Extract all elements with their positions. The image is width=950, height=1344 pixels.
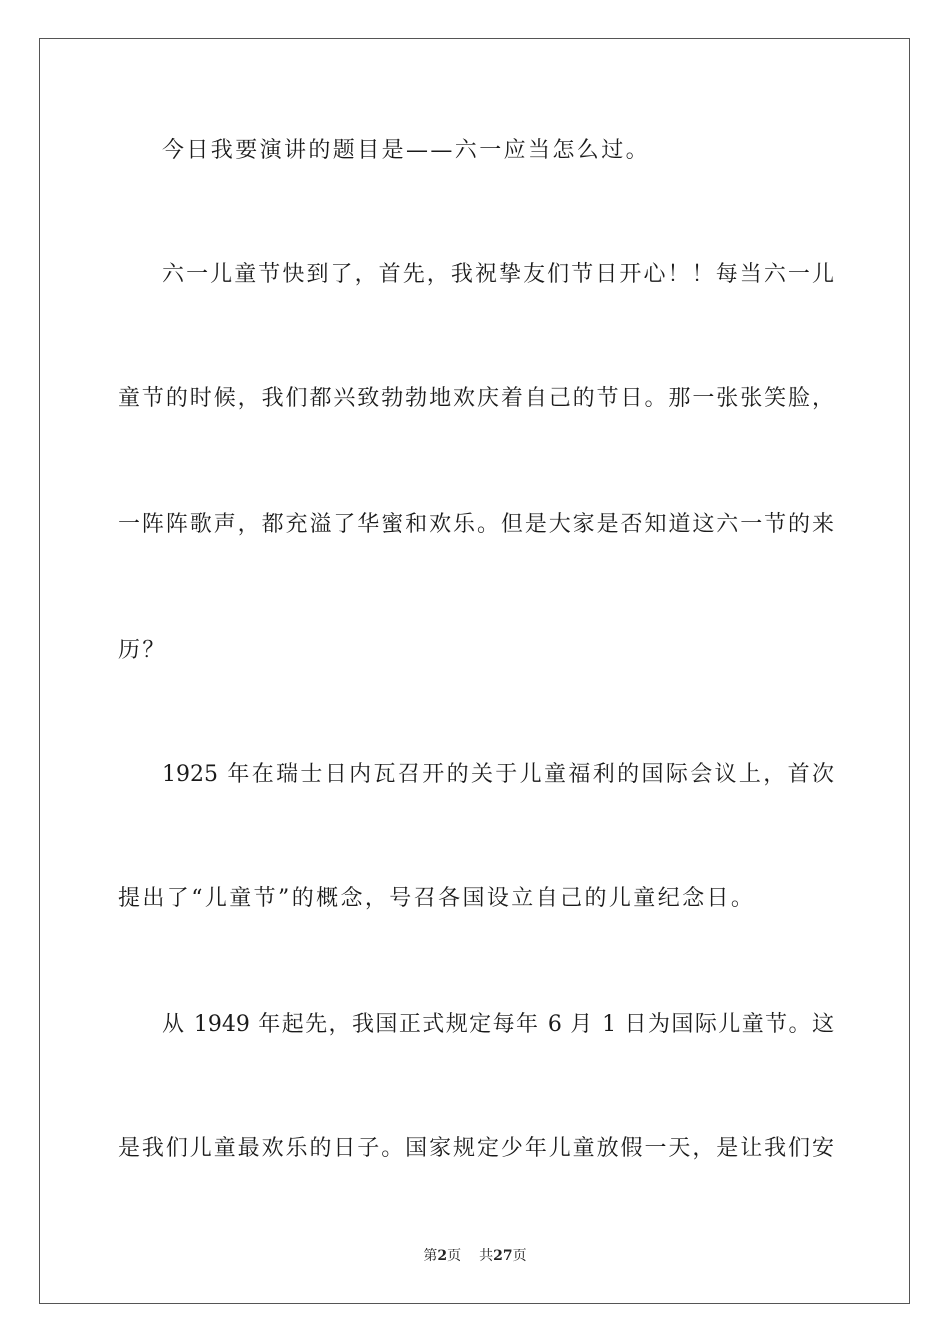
paragraph-line-6: 1925 年在瑞士日内瓦召开的关于儿童福利的国际会议上，首次 (162, 762, 834, 787)
page-number: 2 (437, 1248, 448, 1264)
paragraph-line-5: 历？ (118, 638, 167, 663)
paragraph-line-1: 今日我要演讲的题目是——六一应当怎么过。 (162, 138, 651, 163)
paragraph-line-4: 一阵阵歌声，都充溢了华蜜和欢乐。但是大家是否知道这六一节的来 (118, 512, 834, 537)
page-label-suffix: 页 (447, 1248, 462, 1264)
paragraph-line-3: 童节的时候，我们都兴致勃勃地欢庆着自己的节日。那一张张笑脸， (118, 386, 834, 411)
paragraph-line-7: 提出了“儿童节”的概念，号召各国设立自己的儿童纪念日。 (118, 886, 756, 911)
paragraph-line-2: 六一儿童节快到了，首先，我祝挚友们节日开心！！每当六一儿 (162, 262, 834, 287)
total-label-prefix: 共 (479, 1248, 494, 1264)
paragraph-line-9: 是我们儿童最欢乐的日子。国家规定少年儿童放假一天，是让我们安 (118, 1136, 834, 1161)
paragraph-line-8: 从 1949 年起先，我国正式规定每年 6 月 1 日为国际儿童节。这 (162, 1012, 834, 1037)
total-label-suffix: 页 (512, 1248, 527, 1264)
page-label-prefix: 第 (423, 1248, 438, 1264)
total-pages: 27 (493, 1248, 513, 1264)
page-border (39, 38, 910, 1304)
page-footer (0, 1246, 950, 1266)
